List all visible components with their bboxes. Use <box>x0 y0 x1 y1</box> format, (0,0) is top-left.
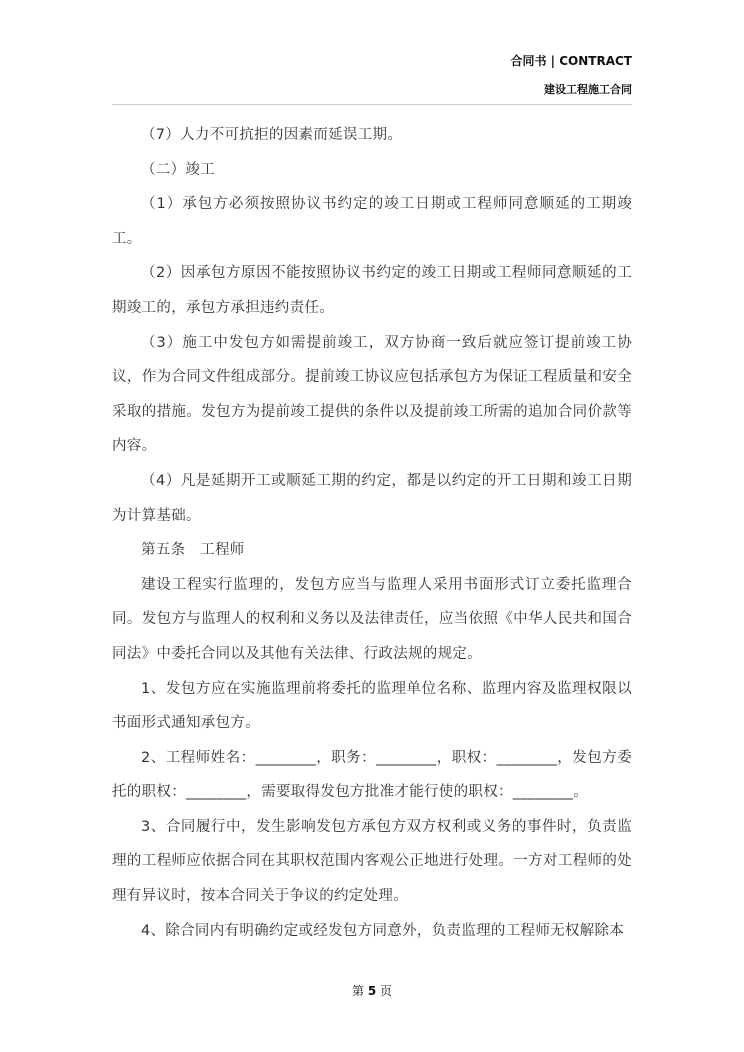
paragraph: （4）凡是延期开工或顺延工期的约定，都是以约定的开工日期和竣工日期为计算基础。 <box>112 472 632 524</box>
paragraph: （7）人力不可抗拒的因素而延误工期。 <box>141 127 403 143</box>
article-heading: 第五条 工程师 <box>141 542 245 559</box>
footer-prefix: 第 <box>351 984 364 998</box>
section-heading: （二）竣工 <box>141 161 215 178</box>
footer-suffix: 页 <box>380 984 393 998</box>
paragraph: （1）承包方必须按照协议书约定的竣工日期或工程师同意顺延的工期竣工。 <box>112 196 632 247</box>
document-body <box>112 118 632 948</box>
paragraph: 4、除合同内有明确约定或经发包方同意外，负责监理的工程师无权解除本 <box>141 922 625 939</box>
paragraph: 3、合同履行中，发生影响发包方承包方双方权利或义务的事件时，负责监理的工程师应依据合同在其职权范围内客观公正地进行处理。一方对工程师的处理有异议时，按本合同关于争议的约定处理。 <box>112 818 632 905</box>
page-header <box>511 52 633 98</box>
paragraph: 2、工程师姓名：________，职务：________，职权：________，发包方委托的职权：________，需要取得发包方批准才能行使的职权：________。 <box>112 749 632 801</box>
header-subtitle: 建设工程施工合同 <box>544 83 632 96</box>
paragraph: （2）因承包方原因不能按照协议书约定的竣工日期或工程师同意顺延的工期竣工的，承包方承担违约责任。 <box>112 265 632 316</box>
header-brand: 合同书 | CONTRACT <box>510 54 632 68</box>
paragraph: 1、发包方应在实施监理前将委托的监理单位名称、监理内容及监理权限以书面形式通知承包方。 <box>112 680 632 732</box>
header-divider <box>112 104 632 105</box>
paragraph: （3）施工中发包方如需提前竣工，双方协商一致后就应签订提前竣工协议，作为合同文件组成部分。提前竣工协议应包括承包方为保证工程质量和安全采取的措施。发包方为提前竣工提供的条件以及提前竣工所需的追加合同价款等内容。 <box>112 334 632 455</box>
page-number: 5 <box>367 984 377 998</box>
page-footer <box>0 982 744 999</box>
paragraph: 建设工程实行监理的，发包方应当与监理人采用书面形式订立委托监理合同。发包方与监理人的权利和义务以及法律责任，应当依照《中华人民共和国合同法》中委托合同以及其他有关法律、行政法规的规定。 <box>112 576 632 662</box>
